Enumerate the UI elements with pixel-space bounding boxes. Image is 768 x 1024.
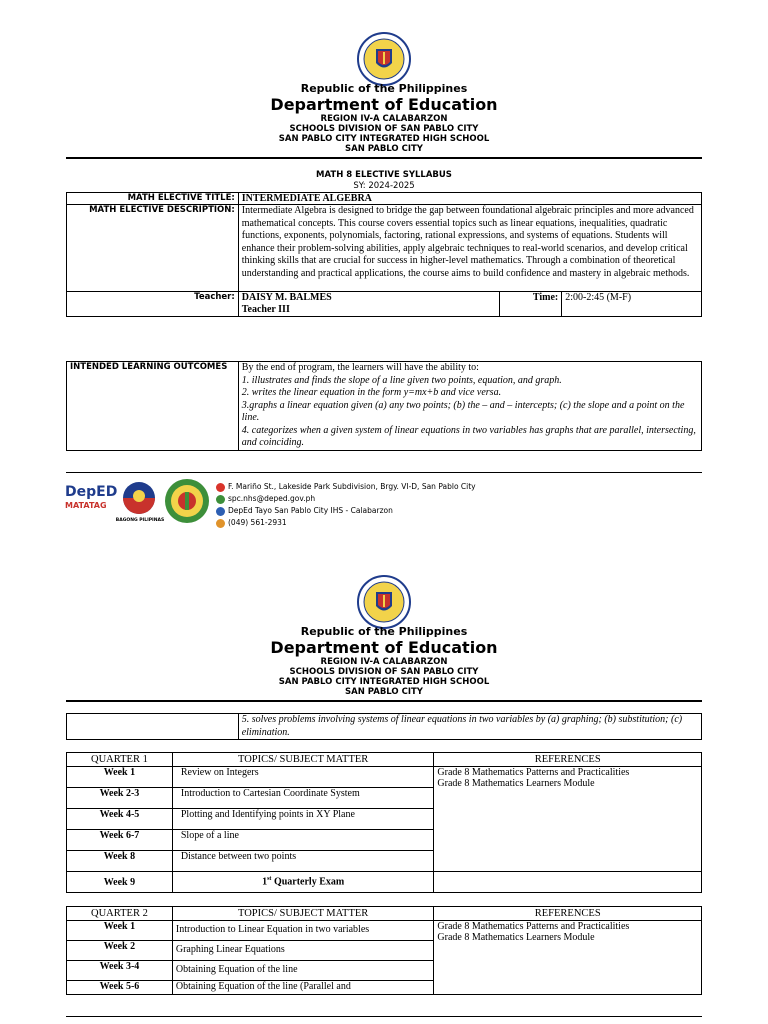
q1-ref-2: Grade 8 Mathematics Learners Module: [437, 778, 595, 789]
footer-rule: [66, 472, 702, 473]
q2-references-header: REFERENCES: [434, 907, 702, 921]
ilo-item-1: 1. illustrates and finds the slope of a line given two points, equation, and graph.: [241, 374, 562, 386]
city-text: SAN PABLO CITY: [345, 687, 423, 697]
title-label: MATH ELECTIVE TITLE:: [67, 193, 239, 205]
syllabus-info-table: [66, 192, 702, 317]
q1-topic-cell: Distance between two points: [172, 851, 434, 872]
ilo-item-3: 3.graphs a linear equation given (a) any two points; (b) the – and – intercepts; (c) the slope and a point on the line.: [241, 399, 685, 423]
address-text: F. Mariño St., Lakeside Park Subdivision, Brgy. VI-D, San Pablo City: [228, 482, 476, 491]
matatag-logo-text: MATATAG: [65, 501, 107, 510]
q1-week-cell: Week 6-7: [67, 830, 173, 851]
header-rule: [66, 157, 702, 159]
phone-text: (049) 561-2931: [228, 518, 287, 527]
division-text: SCHOOLS DIVISION OF SAN PABLO CITY: [289, 124, 479, 134]
q1-week-cell: Week 1: [67, 767, 173, 788]
teacher-name: DAISY M. BALMES: [241, 292, 332, 303]
q2-week-cell: Week 5-6: [67, 981, 173, 995]
bagong-pilipinas-text: BAGONG PILIPINAS: [115, 518, 165, 523]
contact-block: [216, 481, 476, 529]
q1-exam-ref-cell: [434, 872, 702, 893]
q2-week-cell: Week 1: [67, 921, 173, 941]
ilo-item-2: 2. writes the linear equation in the form y=mx+b and vice versa.: [241, 387, 502, 398]
q2-references-cell: [434, 921, 702, 995]
exam-ordinal: st: [267, 876, 272, 883]
q2-ref-2: Grade 8 Mathematics Learners Module: [437, 932, 595, 943]
school-year: SY: 2024-2025: [353, 181, 415, 191]
q1-week-cell: Week 2-3: [67, 788, 173, 809]
address-line: [216, 481, 476, 493]
syllabus-title: MATH 8 ELECTIVE SYLLABUS: [316, 170, 452, 180]
ilo-empty-cell: [67, 714, 239, 740]
q1-topic-cell: Plotting and Identifying points in XY Plane: [172, 809, 434, 830]
q1-week-cell: Week 8: [67, 851, 173, 872]
time-value: 2:00-2:45 (M-F): [562, 292, 702, 317]
q2-topic-cell: Obtaining Equation of the line (Parallel and: [172, 981, 434, 995]
email-icon: [216, 495, 225, 504]
q1-topic-cell: Review on Integers: [172, 767, 434, 788]
division-text: SCHOOLS DIVISION OF SAN PABLO CITY: [289, 667, 479, 677]
ilo-item-5: 5. solves problems involving systems of linear equations in two variables by (a) graphing; (b) substitution; (c) elimination.: [238, 714, 701, 740]
deped-seal-icon: [357, 32, 411, 86]
q1-exam-cell: [172, 872, 434, 893]
q1-topics-header: TOPICS/ SUBJECT MATTER: [172, 753, 434, 767]
exam-number: 1: [262, 876, 268, 888]
ilo-item-4: 4. categorizes when a given system of linear equations in two variables has graphs that are parallel, intersecting, and coinciding.: [241, 424, 696, 448]
title-value: INTERMEDIATE ALGEBRA: [238, 193, 701, 205]
facebook-line: [216, 505, 476, 517]
time-label: Time:: [500, 292, 562, 317]
quarter-1-table: [66, 752, 702, 893]
q2-ref-1: Grade 8 Mathematics Patterns and Practicalities: [437, 921, 630, 932]
teacher-cell: [238, 292, 500, 317]
ilo-intro: By the end of program, the learners will have the ability to:: [241, 362, 479, 373]
department-title: Department of Education: [270, 638, 498, 657]
q1-topic-cell: Introduction to Cartesian Coordinate System: [172, 788, 434, 809]
footer-rule: [66, 1016, 702, 1017]
phone-line: [216, 517, 476, 529]
email-line: [216, 493, 476, 505]
description-label: MATH ELECTIVE DESCRIPTION:: [67, 205, 239, 292]
description-value: Intermediate Algebra is designed to bridge the gap between foundational algebraic principles and more advanced mathematical concepts. This course covers essential topics such as linear equations, inequalities, quadratic functions, exponents, polynomials, factoring, rational expressions, and systems of equations. Students will enhance their problem-solving abilities, apply algebraic techniques to real-world scenarios, and develop critical thinking skills that are crucial for success in higher-level mathematics. Through a combination of theoretical understanding and practical applications, the course aims to build confidence and mastery in algebraic methods.: [238, 205, 701, 292]
q2-week-cell: Week 2: [67, 941, 173, 961]
region-text: REGION IV-A CALABARZON: [320, 657, 448, 667]
q2-topic-cell: Introduction to Linear Equation in two variables: [172, 921, 434, 941]
quarter-2-table: [66, 906, 702, 995]
ilo-label: INTENDED LEARNING OUTCOMES: [67, 362, 239, 451]
email-text: spc.nhs@deped.gov.ph: [228, 494, 316, 503]
q2-topic-cell: Graphing Linear Equations: [172, 941, 434, 961]
q1-references-header: REFERENCES: [434, 753, 702, 767]
school-text: SAN PABLO CITY INTEGRATED HIGH SCHOOL: [278, 134, 490, 144]
q2-topic-cell: Obtaining Equation of the line: [172, 961, 434, 981]
phone-icon: [216, 519, 225, 528]
bagong-pilipinas-icon: [118, 480, 160, 516]
header-rule: [66, 700, 702, 702]
ilo-continued-table: [66, 713, 702, 740]
q2-topics-header: TOPICS/ SUBJECT MATTER: [172, 907, 434, 921]
q1-quarter-header: QUARTER 1: [67, 753, 173, 767]
q2-week-cell: Week 3-4: [67, 961, 173, 981]
deped-matatag-logo: [65, 484, 118, 524]
republic-text: Republic of the Philippines: [300, 82, 468, 95]
teacher-label: Teacher:: [67, 292, 239, 317]
school-text: SAN PABLO CITY INTEGRATED HIGH SCHOOL: [278, 677, 490, 687]
department-title: Department of Education: [270, 95, 498, 114]
republic-text: Republic of the Philippines: [300, 625, 468, 638]
exam-label: Quarterly Exam: [271, 876, 345, 888]
teacher-position: Teacher III: [241, 304, 290, 315]
location-pin-icon: [216, 483, 225, 492]
q1-exam-week-cell: Week 9: [67, 872, 173, 893]
facebook-icon: [216, 507, 225, 516]
school-seal-icon: [164, 478, 210, 524]
ilo-content: [238, 362, 701, 451]
ilo-table: [66, 361, 702, 451]
deped-logo-text: DepED: [65, 484, 118, 500]
q2-quarter-header: QUARTER 2: [67, 907, 173, 921]
q1-week-cell: Week 4-5: [67, 809, 173, 830]
q1-topic-cell: Slope of a line: [172, 830, 434, 851]
region-text: REGION IV-A CALABARZON: [320, 114, 448, 124]
city-text: SAN PABLO CITY: [345, 144, 423, 154]
q1-ref-1: Grade 8 Mathematics Patterns and Practicalities: [437, 767, 630, 778]
deped-seal-icon: [357, 575, 411, 629]
facebook-text: DepEd Tayo San Pablo City IHS - Calabarzon: [228, 506, 393, 515]
q1-references-cell: [434, 767, 702, 872]
